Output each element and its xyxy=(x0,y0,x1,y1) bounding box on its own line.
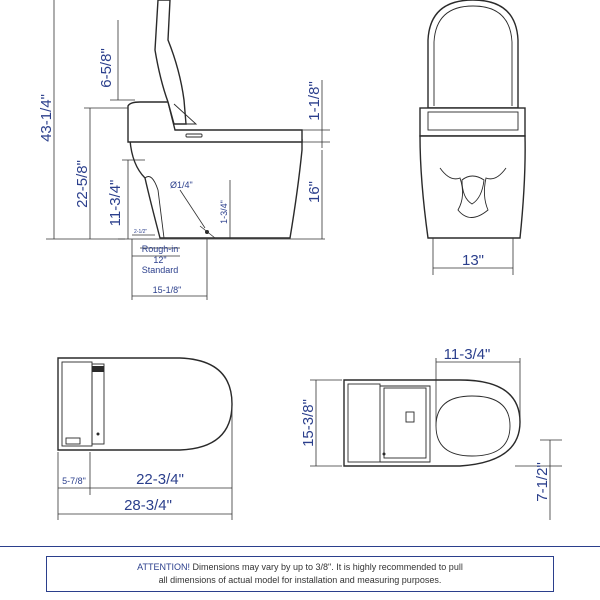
front-width-label: 13" xyxy=(461,252,485,269)
rough-in-standard: Standard xyxy=(141,265,179,275)
side-view xyxy=(38,0,330,300)
seat-thickness-label: 1-1/8" xyxy=(306,81,323,121)
rough-in-label: Rough-in xyxy=(141,244,179,254)
supply-height-label: 1-3/4" xyxy=(219,200,229,224)
supply-diameter-label: Ø1/4" xyxy=(170,180,193,190)
total-length-label: 28-3/4" xyxy=(124,497,172,514)
attention-label: ATTENTION! xyxy=(137,562,190,572)
plan-view xyxy=(300,346,562,520)
top-view xyxy=(58,358,232,520)
attention-notice xyxy=(46,556,554,592)
overall-width-label: 15-3/8" xyxy=(300,399,317,447)
notice-line-2: all dimensions of actual model for installation and measuring purposes. xyxy=(158,575,442,585)
front-view-lid xyxy=(428,0,518,108)
section-divider xyxy=(0,546,600,547)
front-view-base xyxy=(420,136,525,238)
depth-to-supply-label: 15-1/8" xyxy=(152,285,182,295)
bowl-length-label: 22-3/4" xyxy=(136,471,184,488)
notice-line-1-text: Dimensions may vary by up to 3/8". It is highly recommended to pull xyxy=(190,562,463,572)
tiny-offset-label: 2-1/2" xyxy=(134,229,148,235)
total-height-label: 43-1/4" xyxy=(38,94,55,142)
seat-height-label: 22-5/8" xyxy=(74,160,91,208)
plan-view-outline xyxy=(344,380,520,466)
tank-depth-label: 5-7/8" xyxy=(62,476,86,486)
outlet-height-label: 11-3/4" xyxy=(107,179,124,227)
rough-in-value: 12" xyxy=(153,255,167,265)
bowl-height-label: 16" xyxy=(306,180,323,204)
center-offset-label: 7-1/2" xyxy=(534,462,551,502)
lid-height-label: 6-5/8" xyxy=(98,48,115,88)
front-view xyxy=(420,0,525,275)
side-view-seat xyxy=(128,102,302,142)
side-view-body xyxy=(130,140,302,238)
notice-line-1 xyxy=(47,561,553,574)
bowl-width-label: 11-3/4" xyxy=(443,346,491,363)
top-view-outline xyxy=(58,358,232,450)
